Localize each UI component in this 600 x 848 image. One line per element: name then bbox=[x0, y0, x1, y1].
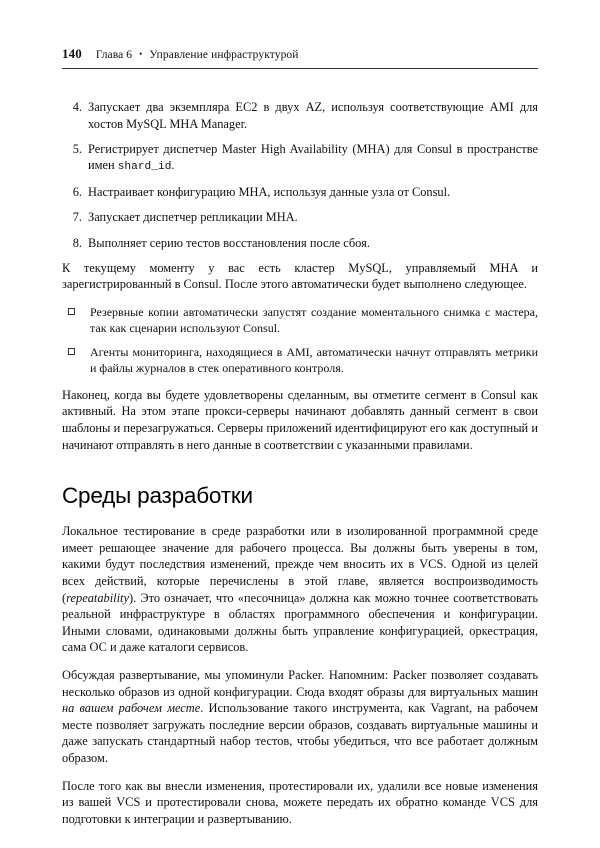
numbered-list bbox=[62, 99, 538, 251]
list-item-number: 5. bbox=[72, 141, 82, 156]
list-item-text: Агенты мониторинга, находящиеся в AMI, автоматически начнут отправлять метрики и файлы журналов в стек оперативного контроля. bbox=[90, 344, 538, 375]
list-item-text-after: . bbox=[171, 158, 175, 173]
paragraph-final-consul: Наконец, когда вы будете удовлетворены сделанным, вы отметите сегмент в Consul как активный. На этом этапе прокси-серверы начинают добавлять данный сегмент в свои шаблоны и перезагружаться. Серверы приложений идентифицируют его как доступный и начинают отправлять в него данные в соответствии с указанными правилами. bbox=[62, 387, 538, 452]
list-item-number: 6. bbox=[72, 185, 82, 200]
paragraph-dev-env-1 bbox=[62, 523, 538, 656]
inline-code-shard-id: shard_id bbox=[117, 161, 172, 174]
list-item bbox=[62, 344, 538, 376]
list-item bbox=[62, 141, 538, 176]
chapter-title: Управление инфраструктурой bbox=[149, 49, 299, 61]
list-item bbox=[62, 304, 538, 336]
chapter-label: Глава 6 bbox=[95, 49, 133, 61]
para-text-b: . Использование такого инструмента, как Vagrant, на рабочем месте позволяет загружать последние версии образов, создавать виртуальные машины и даже запускать стандартный набор тестов, чтобы убедиться, что все работает должным образом. bbox=[62, 701, 538, 765]
list-item bbox=[62, 235, 538, 252]
list-item-text-before: Регистрирует диспетчер Master High Availability (MHA) для Consul в пространстве имен bbox=[88, 141, 538, 173]
paragraph-dev-env-3: После того как вы внесли изменения, протестировали их, удалили все новые изменения из вашей VCS и протестировали снова, можете передать их обратно команде VCS для подготовки к интеграции и развертыванию. bbox=[62, 778, 538, 826]
para-text-a: Локальное тестирование в среде разработки или в изолированной программной среде имеет решающее значение для рабочего процесса. Вы должны быть уверены в том, какими будут последствия изменений, прежде чем вносить их в VCS. Одной из целей всех действий, которые перечислены в этой главе, является воспроизводимость ( bbox=[62, 524, 538, 605]
bullet-separator-icon: • bbox=[139, 49, 143, 59]
term-repeatability: repeatability bbox=[66, 590, 129, 605]
list-item-text: Запускает диспетчер репликации MHA. bbox=[88, 210, 298, 225]
emphasis-workplace: на вашем рабочем месте bbox=[62, 701, 201, 716]
list-item-number: 4. bbox=[72, 100, 82, 114]
list-item-number: 8. bbox=[72, 235, 82, 250]
para-text-a: Обсуждая развертывание, мы упоминули Packer. Напомним: Packer позволяет создавать несколько образов из одной конфигурации. Сюда входят образы для виртуальных машин bbox=[62, 667, 538, 699]
list-item-text: Резервные копии автоматически запустят создание моментального снимка с мастера, так как сценарии используют Consul. bbox=[90, 304, 538, 335]
list-item-text: Выполняет серию тестов восстановления после сбоя. bbox=[88, 235, 370, 250]
running-head bbox=[62, 46, 538, 69]
square-bullet-icon bbox=[68, 308, 75, 315]
para-text-b: ). Это означает, что «песочница» должна как можно точнее соответствовать реальной инфраструктуре в областях программного обеспечения и конфигурации. Иными словами, одинаковыми должны быть управление конфигурацией, оркестрация, сама ОС и даже каталоги сервисов. bbox=[62, 590, 538, 655]
list-item-text: Настраивает конфигурацию MHA, используя данные узла от Consul. bbox=[88, 185, 451, 200]
square-bullet-icon bbox=[68, 348, 75, 355]
list-item-text: Запускает два экземпляра EC2 в двух AZ, используя соответствующие AMI для хостов MySQL MHA Manager. bbox=[88, 100, 538, 131]
section-heading: Среды разработки bbox=[62, 483, 253, 509]
list-item bbox=[62, 184, 538, 201]
paragraph-after-list: К текущему моменту у вас есть кластер MySQL, управляемый MHA и зарегистрированный в Consul. После этого автоматически будет выполнено следующее. bbox=[62, 260, 538, 292]
page-number: 140 bbox=[62, 46, 82, 61]
list-item bbox=[62, 209, 538, 226]
list-item-number: 7. bbox=[72, 210, 82, 225]
paragraph-dev-env-2 bbox=[62, 667, 538, 767]
list-item bbox=[62, 99, 538, 132]
square-bullet-list bbox=[62, 304, 538, 376]
